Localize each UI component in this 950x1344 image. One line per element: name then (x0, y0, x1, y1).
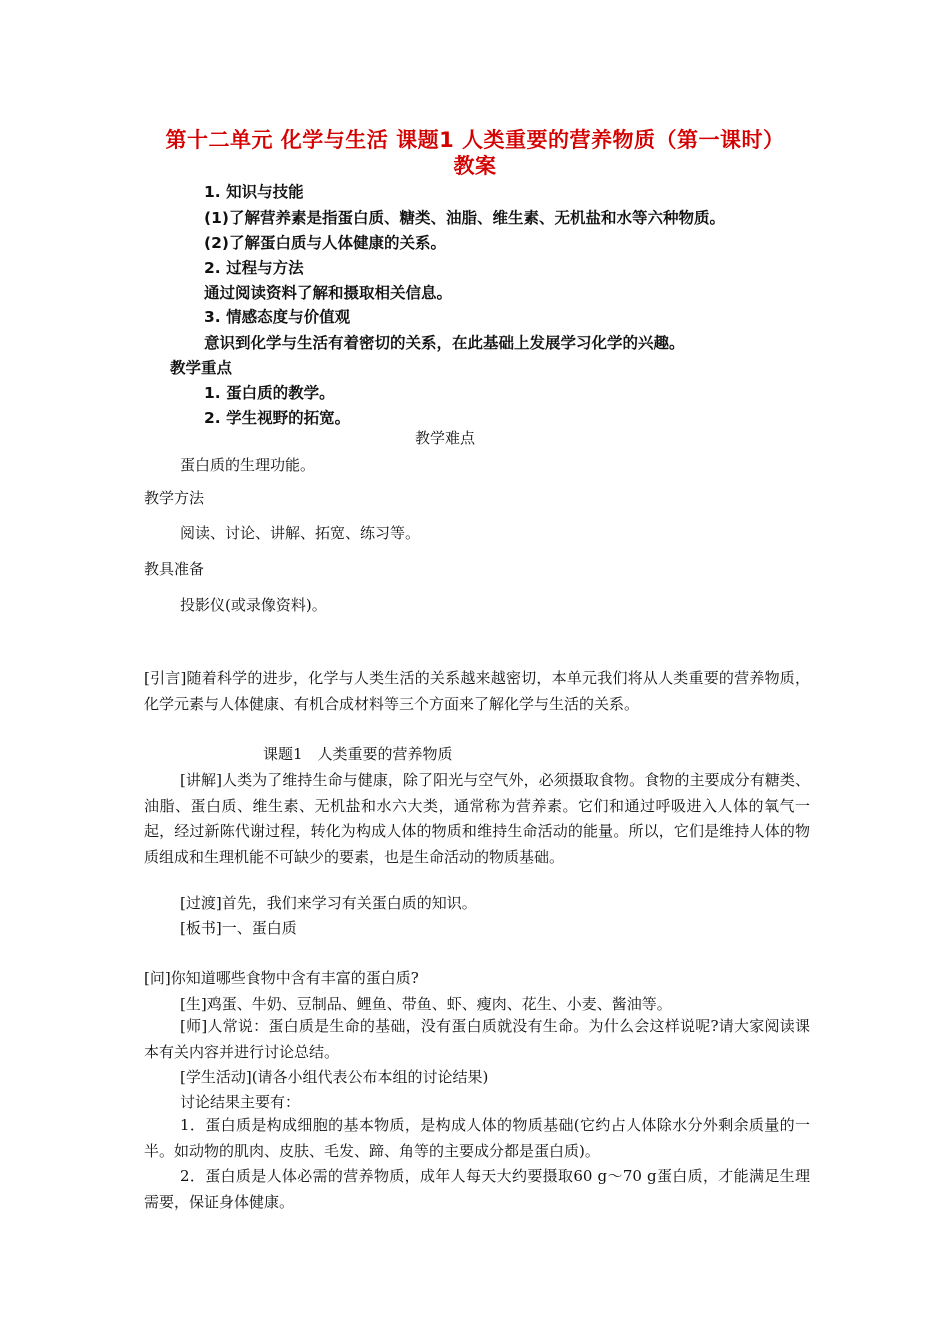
document-title-line2: 教案 (453, 154, 497, 178)
result-item-1: 1．蛋白质是构成细胞的基本物质，是构成人体的物质基础(它约占人体除水分外剩余质量的一半。如动物的肌肉、皮肤、毛发、蹄、角等的主要成分都是蛋白质)。 (144, 1116, 810, 1160)
objective-item-2: (2)了解蛋白质与人体健康的关系。 (204, 234, 446, 252)
result-item-2: 2．蛋白质是人体必需的营养物质，成年人每天大约要摄取60 g～70 g蛋白质，才能满足生理需要，保证身体健康。 (144, 1167, 810, 1211)
intro-paragraph: [引言]随着科学的进步，化学与人类生活的关系越来越密切，本单元我们将从人类重要的营养物质，化学元素与人体健康、有机合成材料等三个方面来了解化学与生活的关系。 (144, 669, 810, 713)
result-heading: 讨论结果主要有： (180, 1093, 301, 1111)
lesson-title: 课题1 人类重要的营养物质 (263, 745, 453, 763)
tools-heading: 教具准备 (144, 560, 205, 578)
difficulty-heading: 教学难点 (415, 429, 476, 447)
board-line: [板书]一、蛋白质 (180, 919, 297, 937)
objective-heading-2: 2. 过程与方法 (204, 259, 304, 277)
objective-item-3: 通过阅读资料了解和摄取相关信息。 (204, 284, 453, 302)
activity-line: [学生活动](请各小组代表公布本组的讨论结果) (180, 1068, 489, 1086)
teacher-paragraph: [师]人常说：蛋白质是生命的基础，没有蛋白质就没有生命。为什么会这样说呢?请大家阅读课本有关内容并进行讨论总结。 (144, 1017, 810, 1061)
method-text: 阅读、讨论、讲解、拓宽、练习等。 (180, 524, 421, 542)
method-heading: 教学方法 (144, 489, 205, 507)
document-title-line1: 第十二单元 化学与生活 课题1 人类重要的营养物质（第一课时） (165, 128, 785, 152)
lecture-paragraph: [讲解]人类为了维持生命与健康，除了阳光与空气外，必须摄取食物。食物的主要成分有糖类、油脂、蛋白质、维生素、无机盐和水六大类，通常称为营养素。它们和通过呼吸进入人体的氧气一起，经过新陈代谢过程，转化为构成人体的物质和维持生命活动的能量。所以，它们是维持人体的物质组成和生理机能不可缺少的要素，也是生命活动的物质基础。 (144, 771, 810, 866)
student-answer-line: [生]鸡蛋、牛奶、豆制品、鲤鱼、带鱼、虾、瘦肉、花生、小麦、酱油等。 (180, 995, 672, 1013)
focus-item-2: 2. 学生视野的拓宽。 (204, 409, 351, 427)
objective-heading-3: 3. 情感态度与价值观 (204, 308, 351, 326)
tools-text: 投影仪(或录像资料)。 (180, 596, 327, 614)
focus-heading: 教学重点 (170, 359, 233, 377)
difficulty-text: 蛋白质的生理功能。 (180, 456, 316, 474)
focus-item-1: 1. 蛋白质的教学。 (204, 384, 335, 402)
objective-heading-1: 1. 知识与技能 (204, 183, 304, 201)
transition-line: [过渡]首先，我们来学习有关蛋白质的知识。 (180, 894, 477, 912)
objective-item-4: 意识到化学与生活有着密切的关系，在此基础上发展学习化学的兴趣。 (204, 334, 685, 352)
objective-item-1: (1)了解营养素是指蛋白质、糖类、油脂、维生素、无机盐和水等六种物质。 (204, 209, 725, 227)
question-line: [问]你知道哪些食物中含有丰富的蛋白质? (144, 969, 419, 987)
